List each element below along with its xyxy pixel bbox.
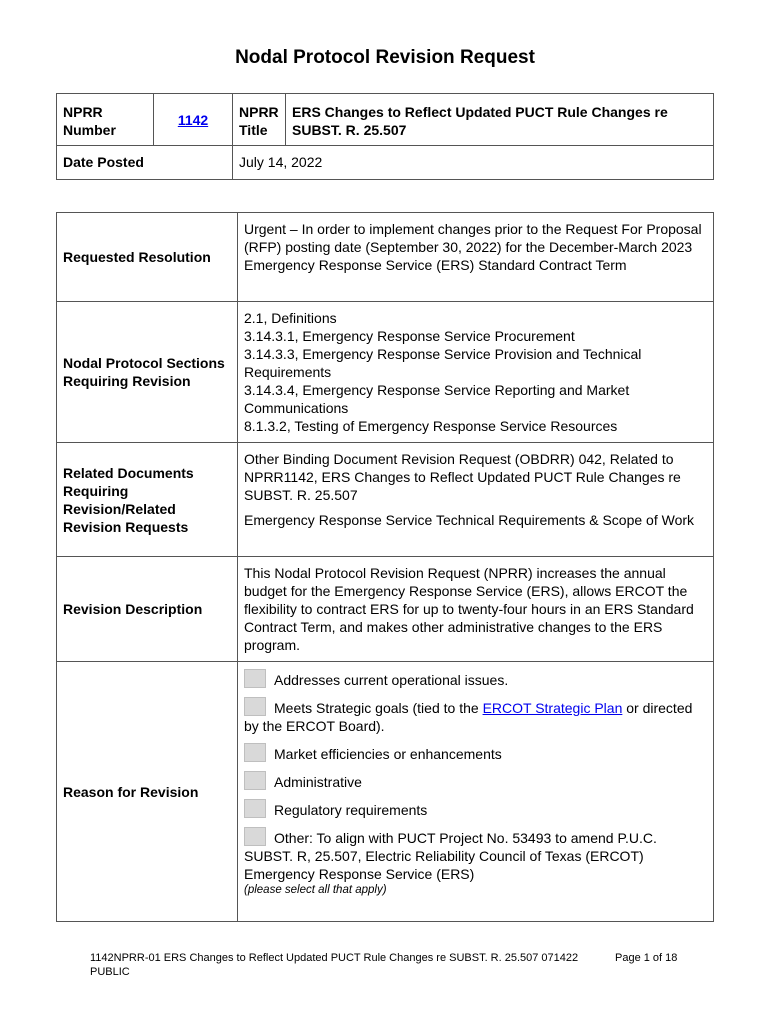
nprr-number-link[interactable]: 1142 bbox=[177, 111, 209, 128]
details-table bbox=[56, 212, 714, 922]
nprr-number-label: NPRR Number bbox=[57, 94, 154, 146]
nprr-title: ERS Changes to Reflect Updated PUCT Rule Changes re SUBST. R. 25.507 bbox=[286, 94, 714, 146]
requested-resolution-label: Requested Resolution bbox=[57, 213, 238, 302]
page-title: Nodal Protocol Revision Request bbox=[235, 47, 535, 68]
related-documents-label: Related Documents Requiring Revision/Related Revision Requests bbox=[57, 443, 238, 557]
related-documents-para1: Other Binding Document Revision Request (OBDRR) 042, Related to NPRR1142, ERS Changes to Reflect Updated PUCT Rule Changes re SUBST. R. 25.507 bbox=[244, 451, 681, 503]
page-footer bbox=[90, 951, 690, 979]
ercot-strategic-plan-link[interactable]: ERCOT Strategic Plan bbox=[482, 700, 623, 716]
reason-option-strategic: Meets Strategic goals (tied to the ERCOT Strategic Plan or directed by the ERCOT Board). bbox=[244, 697, 707, 735]
date-posted: July 14, 2022 bbox=[233, 146, 714, 180]
date-posted-label: Date Posted bbox=[57, 146, 233, 180]
header-table bbox=[56, 93, 714, 180]
list-item: 2.1, Definitions bbox=[244, 310, 337, 326]
page-number: Page 1 of 18 bbox=[615, 952, 678, 964]
reason-label: Reason for Revision bbox=[57, 662, 238, 922]
revision-description-text: This Nodal Protocol Revision Request (NPRR) increases the annual budget for the Emergency Response Service (ERS), allows ERCOT the flexibility to contract ERS for up to twenty-four hours in an ERS Standard Contract Term, and makes other administrative changes to the ERS program. bbox=[238, 557, 714, 662]
reason-option-regulatory: Regulatory requirements bbox=[244, 799, 707, 819]
checkbox-strategic[interactable] bbox=[244, 697, 266, 716]
reason-option-administrative: Administrative bbox=[244, 771, 707, 791]
reason-option-other: Other: To align with PUCT Project No. 53493 to amend P.U.C. SUBST. R, 25.507, Electric Reliability Council of Texas (ERCOT) Emergency Response Service (ERS) bbox=[244, 827, 707, 883]
list-item: 3.14.3.4, Emergency Response Service Reporting and Market Communications bbox=[244, 382, 630, 416]
checkbox-other[interactable] bbox=[244, 827, 266, 846]
requested-resolution-text: Urgent – In order to implement changes prior to the Request For Proposal (RFP) posting date (September 30, 2022) for the December-March 2023 Emergency Response Service (ERS) Standard Contract Term bbox=[238, 213, 714, 302]
checkbox-administrative[interactable] bbox=[244, 771, 266, 790]
reason-option-operational: Addresses current operational issues. bbox=[244, 669, 707, 689]
revision-description-label: Revision Description bbox=[57, 557, 238, 662]
nprr-title-label: NPRR Title bbox=[233, 94, 286, 146]
footer-classification: PUBLIC bbox=[90, 966, 130, 978]
reason-options bbox=[238, 662, 714, 922]
footer-doc-id: 1142NPRR-01 ERS Changes to Reflect Updated PUCT Rule Changes re SUBST. R. 25.507 071422 bbox=[90, 952, 579, 964]
list-item: 8.1.3.2, Testing of Emergency Response Service Resources bbox=[244, 418, 618, 434]
reason-option-market: Market efficiencies or enhancements bbox=[244, 743, 707, 763]
list-item: 3.14.3.3, Emergency Response Service Provision and Technical Requirements bbox=[244, 346, 642, 380]
related-documents-para2: Emergency Response Service Technical Requirements & Scope of Work bbox=[244, 512, 695, 528]
list-item: 3.14.3.1, Emergency Response Service Procurement bbox=[244, 328, 575, 344]
select-all-note: (please select all that apply) bbox=[244, 884, 387, 896]
checkbox-operational[interactable] bbox=[244, 669, 266, 688]
checkbox-market[interactable] bbox=[244, 743, 266, 762]
sections-label: Nodal Protocol Sections Requiring Revision bbox=[57, 302, 238, 443]
sections-list bbox=[238, 302, 714, 443]
checkbox-regulatory[interactable] bbox=[244, 799, 266, 818]
